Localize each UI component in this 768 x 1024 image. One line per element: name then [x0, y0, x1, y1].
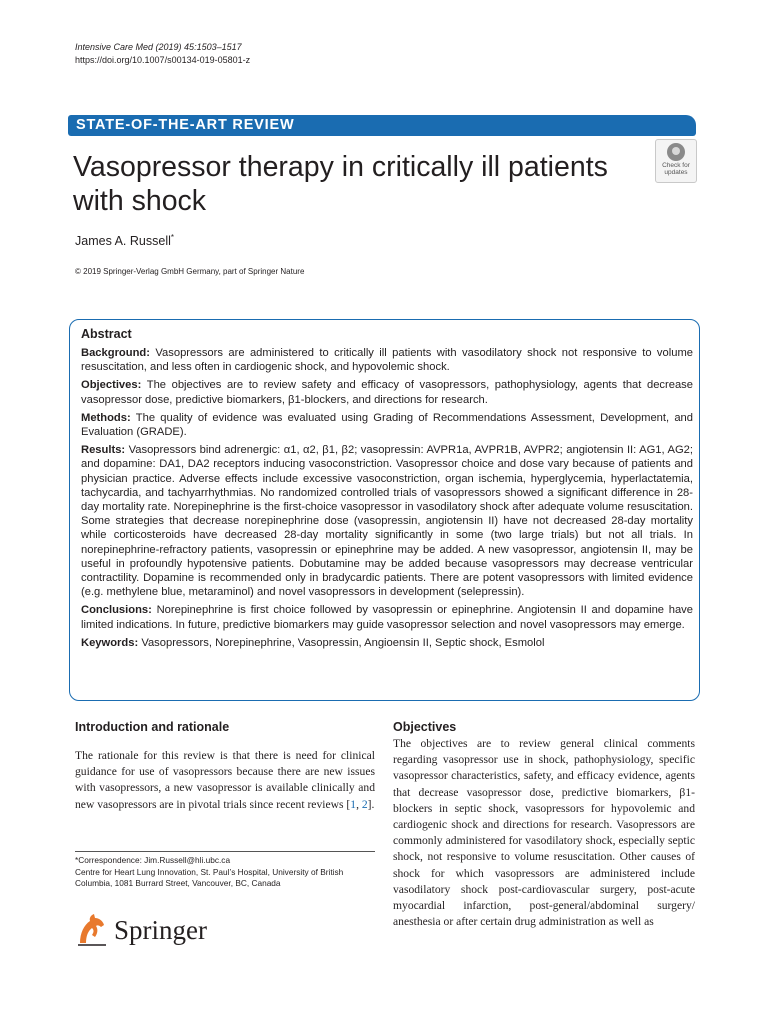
author-mark: *: [170, 233, 174, 242]
right-column: [393, 718, 695, 930]
objectives-paragraph: The objectives are to review general clinical comments regarding vasopressor use in shock, pathophysiology, specific vasopressor characteristics, safety, and efficacy evidence, agents that decrease vasopressor dose, predictive biomarkers, β1-blockers in septic shock, vasopressors for hypovolemic and cardiogenic shock and directions for research. Vasopressors are commonly administered for vasodilatory shock, especially septic shock, not responsive to volume resuscitation. Other causes of shock for which vasopressors are administered include vasodilatory shock post-cardiovascular surgery, post-acute myocardial infarction, post-general/abdominal surgery/ anesthesia or after certain drug administration as well as: [393, 737, 695, 929]
footnote-divider: [75, 851, 375, 852]
objectives-text: The objectives are to review safety and efficacy of vasopressors, pathophysiology, agents that decrease vasopressor dose, predictive biomarkers, β1-blockers, and directions for research.: [81, 379, 693, 406]
reference-link-1[interactable]: 1: [350, 797, 357, 811]
abstract-conclusions: [81, 603, 693, 631]
abstract-heading: Abstract: [81, 327, 132, 341]
ref-open: [: [346, 797, 351, 811]
correspondence-email[interactable]: *Correspondence: Jim.Russell@hli.ubc.ca: [75, 855, 231, 865]
page-title: [73, 150, 643, 218]
copyright-notice: © 2019 Springer-Verlag GmbH Germany, part of Springer Nature: [75, 267, 305, 276]
results-text: Vasopressors bind adrenergic: α1, α2, β1, β2; vasopressin: AVPR1a, AVPR1B, AVPR2; angiotensin II: AG1, AG2; and dopamine: DA1, DA2 receptors inducing vasoconstriction. Vasopressor choice and dose vary because of patients and physician practice. Adverse effects include excessive vasoconstriction, organ ischemia, hyperglycemia, hyperlactatemia, tachycardia, and tachyarrhythmias. No randomized controlled trials of vasopressors showed a significant difference in 28-day mortality rate. Norepinephrine is the first-choice vasopressor in vasodilatory shock after adequate volume resuscitation. Some strategies that decrease norepinephrine dose (vasopressin, angiotensin II) have not decreased 28-day mortality while corticosteroids have decreased 28-day mortality significantly in some (two large trials) but not all trials. In norepinephrine-refractory patients, vasopressin or epinephrine may be added. A new vasopressor, angiotensin II, may be useful in profoundly hypotensive patients. Dobutamine may be added because vasopressors may decrease ventricular contractility. Dopamine is recommended only in bradycardic patients. There are potent vasopressors with limited evidence (e.g. methylene blue, metaraminol) and novel vasopressors in development (selepressin).: [81, 444, 693, 599]
reference-link-2[interactable]: 2: [361, 797, 368, 811]
keywords-text: Vasopressors, Norepinephrine, Vasopressin, Angioensin II, Septic shock, Esmolol: [141, 636, 545, 649]
footnote: [75, 855, 375, 890]
affiliation: Centre for Heart Lung Innovation, St. Paul’s Hospital, University of British Columbia, 1081 Burrard Street, Vancouver, BC, Canada: [75, 866, 344, 888]
check-for-updates-button[interactable]: [655, 139, 697, 183]
background-text: Vasopressors are administered to critically ill patients with vasodilatory shock not responsive to volume resuscitation, and less often in cardiogenic shock, and hypovolemic shock.: [81, 347, 693, 374]
conclusions-label: Conclusions:: [81, 604, 152, 617]
journal-header: [75, 41, 250, 67]
title-line-2: with shock: [73, 185, 207, 217]
check-updates-icon: [667, 143, 685, 161]
objectives-label: Objectives:: [81, 379, 142, 392]
methods-text: The quality of evidence was evaluated using Grading of Recommendations Assessment, Development, and Evaluation (GRADE).: [81, 411, 694, 439]
badge-line-2: updates: [664, 169, 688, 176]
intro-text: The rationale for this review is that there is need for clinical guidance for use of vasopressors because there are new issues with vasopressors, a new vasopressor is available clinically and new vasopressors are in pivotal trials since recent reviews: [75, 749, 375, 811]
author-name[interactable]: James A. Russell: [75, 234, 171, 249]
author-line: [75, 230, 174, 249]
abstract-keywords: [81, 636, 693, 650]
article-type-banner: [68, 115, 696, 136]
abstract-box: [69, 319, 700, 701]
abstract-objectives: [81, 378, 693, 406]
abstract-methods: [81, 411, 693, 439]
ref-close: ].: [367, 797, 375, 811]
conclusions-text: Norepinephrine is first choice followed by vasopressin or epinephrine. Angiotensin II and dopamine have limited indications. In future, predictive biomarkers may guide vasopressor selection and novel vasopressors may emerge.: [81, 604, 694, 631]
springer-horse-icon: [74, 911, 110, 947]
article-type-label: STATE-OF-THE-ART REVIEW: [76, 117, 295, 133]
badge-line-1: Check for: [662, 162, 690, 169]
intro-heading: Introduction and rationale: [75, 720, 230, 734]
abstract-background: [81, 346, 693, 374]
methods-label: Methods:: [81, 411, 131, 424]
doi-link[interactable]: https://doi.org/10.1007/s00134-019-05801-z: [75, 55, 251, 65]
keywords-label: Keywords:: [81, 636, 139, 649]
publisher-name: Springer: [114, 915, 207, 945]
journal-citation: Intensive Care Med (2019) 45:1503–1517: [75, 42, 242, 52]
objectives-heading: Objectives: [393, 720, 457, 734]
abstract-results: [81, 443, 693, 599]
left-column: [75, 718, 375, 813]
results-label: Results:: [81, 444, 126, 457]
title-line-1: Vasopressor therapy in critically ill patients: [73, 151, 608, 183]
ref-separator: ,: [356, 797, 362, 811]
intro-paragraph: [75, 748, 375, 813]
background-label: Background:: [81, 347, 150, 359]
